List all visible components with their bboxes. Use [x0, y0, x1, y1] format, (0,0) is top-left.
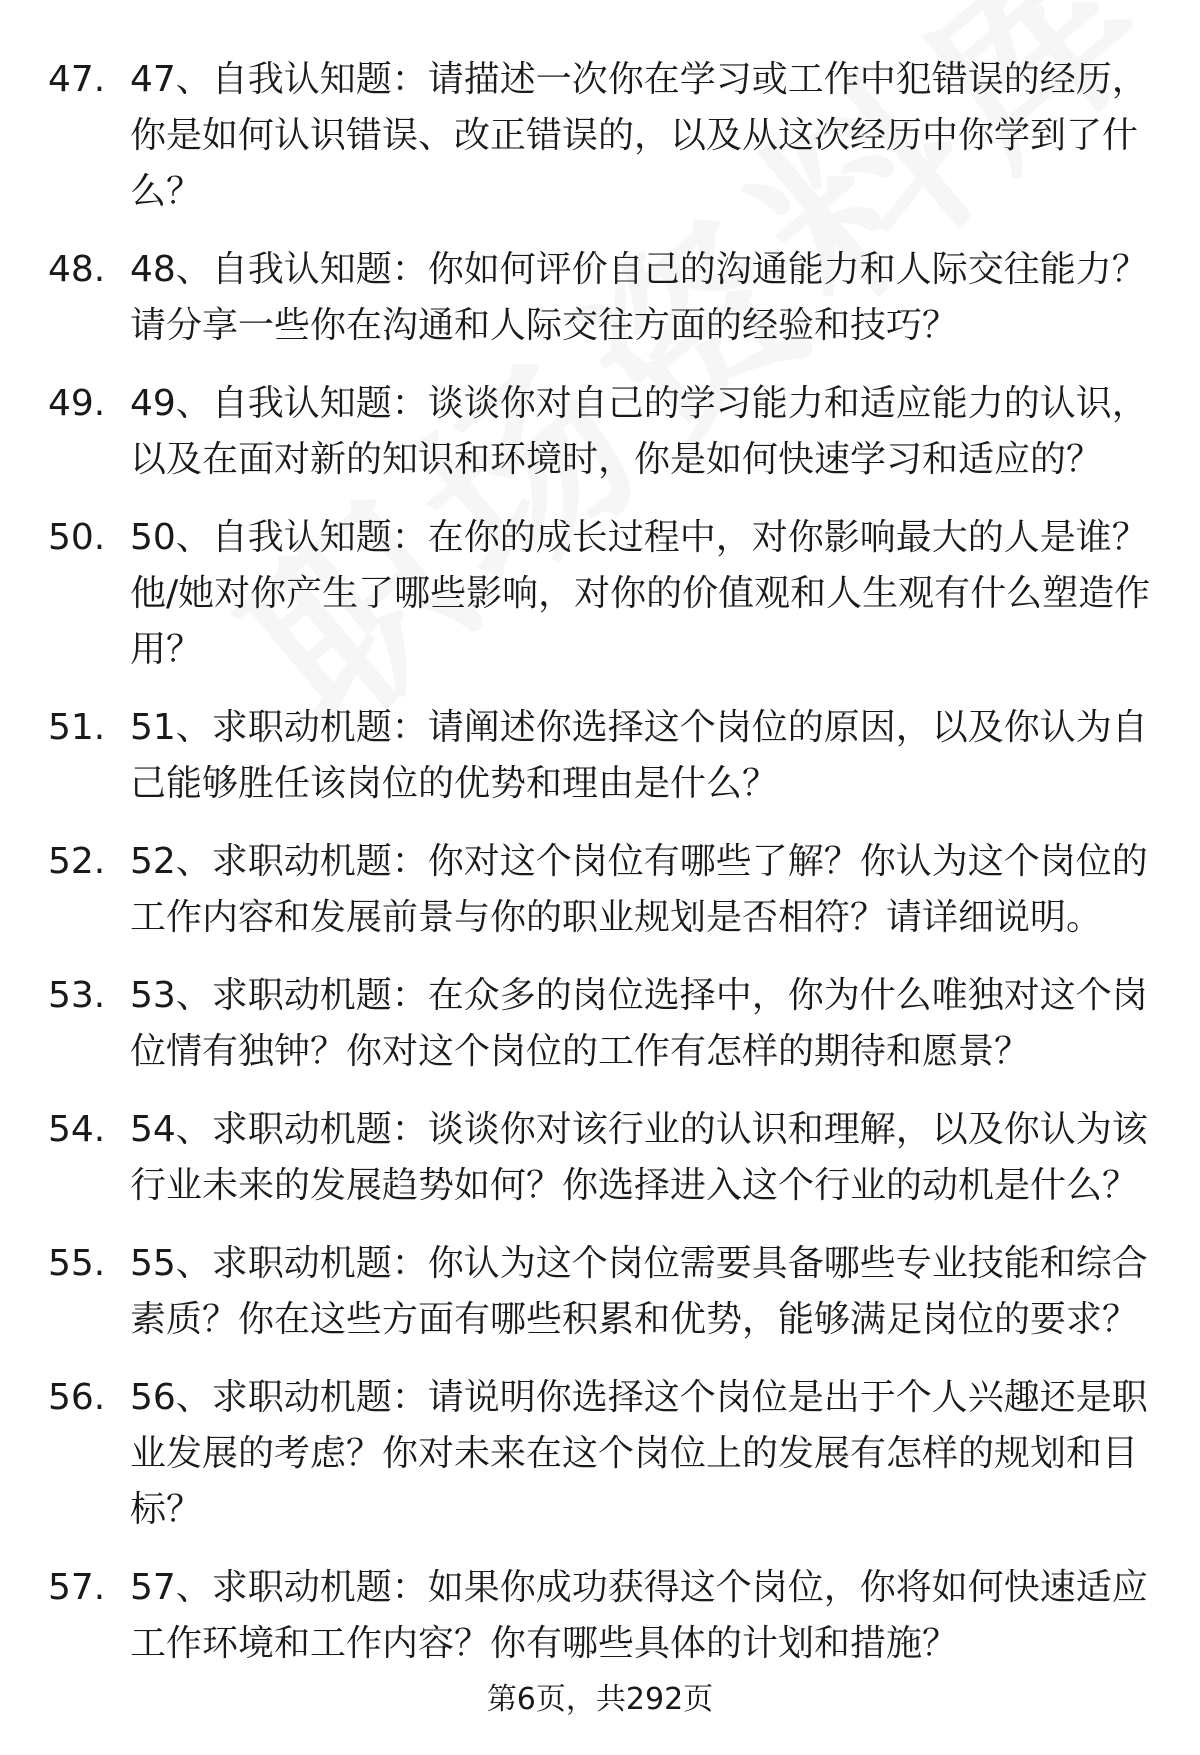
question-item [48, 1560, 1168, 1672]
question-item [48, 968, 1168, 1080]
question-item [48, 700, 1168, 812]
question-item [48, 242, 1168, 354]
question-text: 48、自我认知题：你如何评价自己的沟通能力和人际交往能力？请分享一些你在沟通和人际交往方面的经验和技巧？ [130, 249, 1148, 346]
question-text: 47、自我认知题：请描述一次你在学习或工作中犯错误的经历，你是如何认识错误、改正错误的，以及从这次经历中你学到了什么？ [130, 59, 1148, 212]
question-number: 57. [48, 1567, 106, 1608]
question-item [48, 1236, 1168, 1348]
question-text: 57、求职动机题：如果你成功获得这个岗位，你将如何快速适应工作环境和工作内容？你有哪些具体的计划和措施？ [130, 1567, 1148, 1664]
question-item [48, 376, 1168, 488]
question-number: 48. [48, 249, 106, 290]
question-text: 49、自我认知题：谈谈你对自己的学习能力和适应能力的认识，以及在面对新的知识和环境时，你是如何快速学习和适应的？ [130, 383, 1148, 480]
question-list [48, 52, 1168, 1694]
question-item [48, 1370, 1168, 1538]
question-number: 49. [48, 383, 106, 424]
question-text: 55、求职动机题：你认为这个岗位需要具备哪些专业技能和综合素质？你在这些方面有哪些积累和优势，能够满足岗位的要求？ [130, 1243, 1148, 1340]
question-text: 56、求职动机题：请说明你选择这个岗位是出于个人兴趣还是职业发展的考虑？你对未来在这个岗位上的发展有怎样的规划和目标？ [130, 1377, 1148, 1530]
question-item [48, 510, 1168, 678]
question-number: 53. [48, 975, 106, 1016]
question-number: 54. [48, 1109, 106, 1150]
question-number: 55. [48, 1243, 106, 1284]
question-item [48, 834, 1168, 946]
question-number: 47. [48, 59, 106, 100]
question-number: 56. [48, 1377, 106, 1418]
question-number: 51. [48, 707, 106, 748]
question-text: 51、求职动机题：请阐述你选择这个岗位的原因，以及你认为自己能够胜任该岗位的优势和理由是什么？ [130, 707, 1148, 804]
question-text: 52、求职动机题：你对这个岗位有哪些了解？你认为这个岗位的工作内容和发展前景与你的职业规划是否相符？请详细说明。 [130, 841, 1148, 938]
question-text: 50、自我认知题：在你的成长过程中，对你影响最大的人是谁？他/她对你产生了哪些影响，对你的价值观和人生观有什么塑造作用？ [130, 517, 1151, 670]
question-item [48, 1102, 1168, 1214]
question-text: 53、求职动机题：在众多的岗位选择中，你为什么唯独对这个岗位情有独钟？你对这个岗位的工作有怎样的期待和愿景？ [130, 975, 1148, 1072]
question-item [48, 52, 1168, 220]
question-text: 54、求职动机题：谈谈你对该行业的认识和理解，以及你认为该行业未来的发展趋势如何？你选择进入这个行业的动机是什么？ [130, 1109, 1148, 1206]
page-footer: 第6页，共292页 [486, 1682, 714, 1717]
question-number: 50. [48, 517, 106, 558]
question-number: 52. [48, 841, 106, 882]
